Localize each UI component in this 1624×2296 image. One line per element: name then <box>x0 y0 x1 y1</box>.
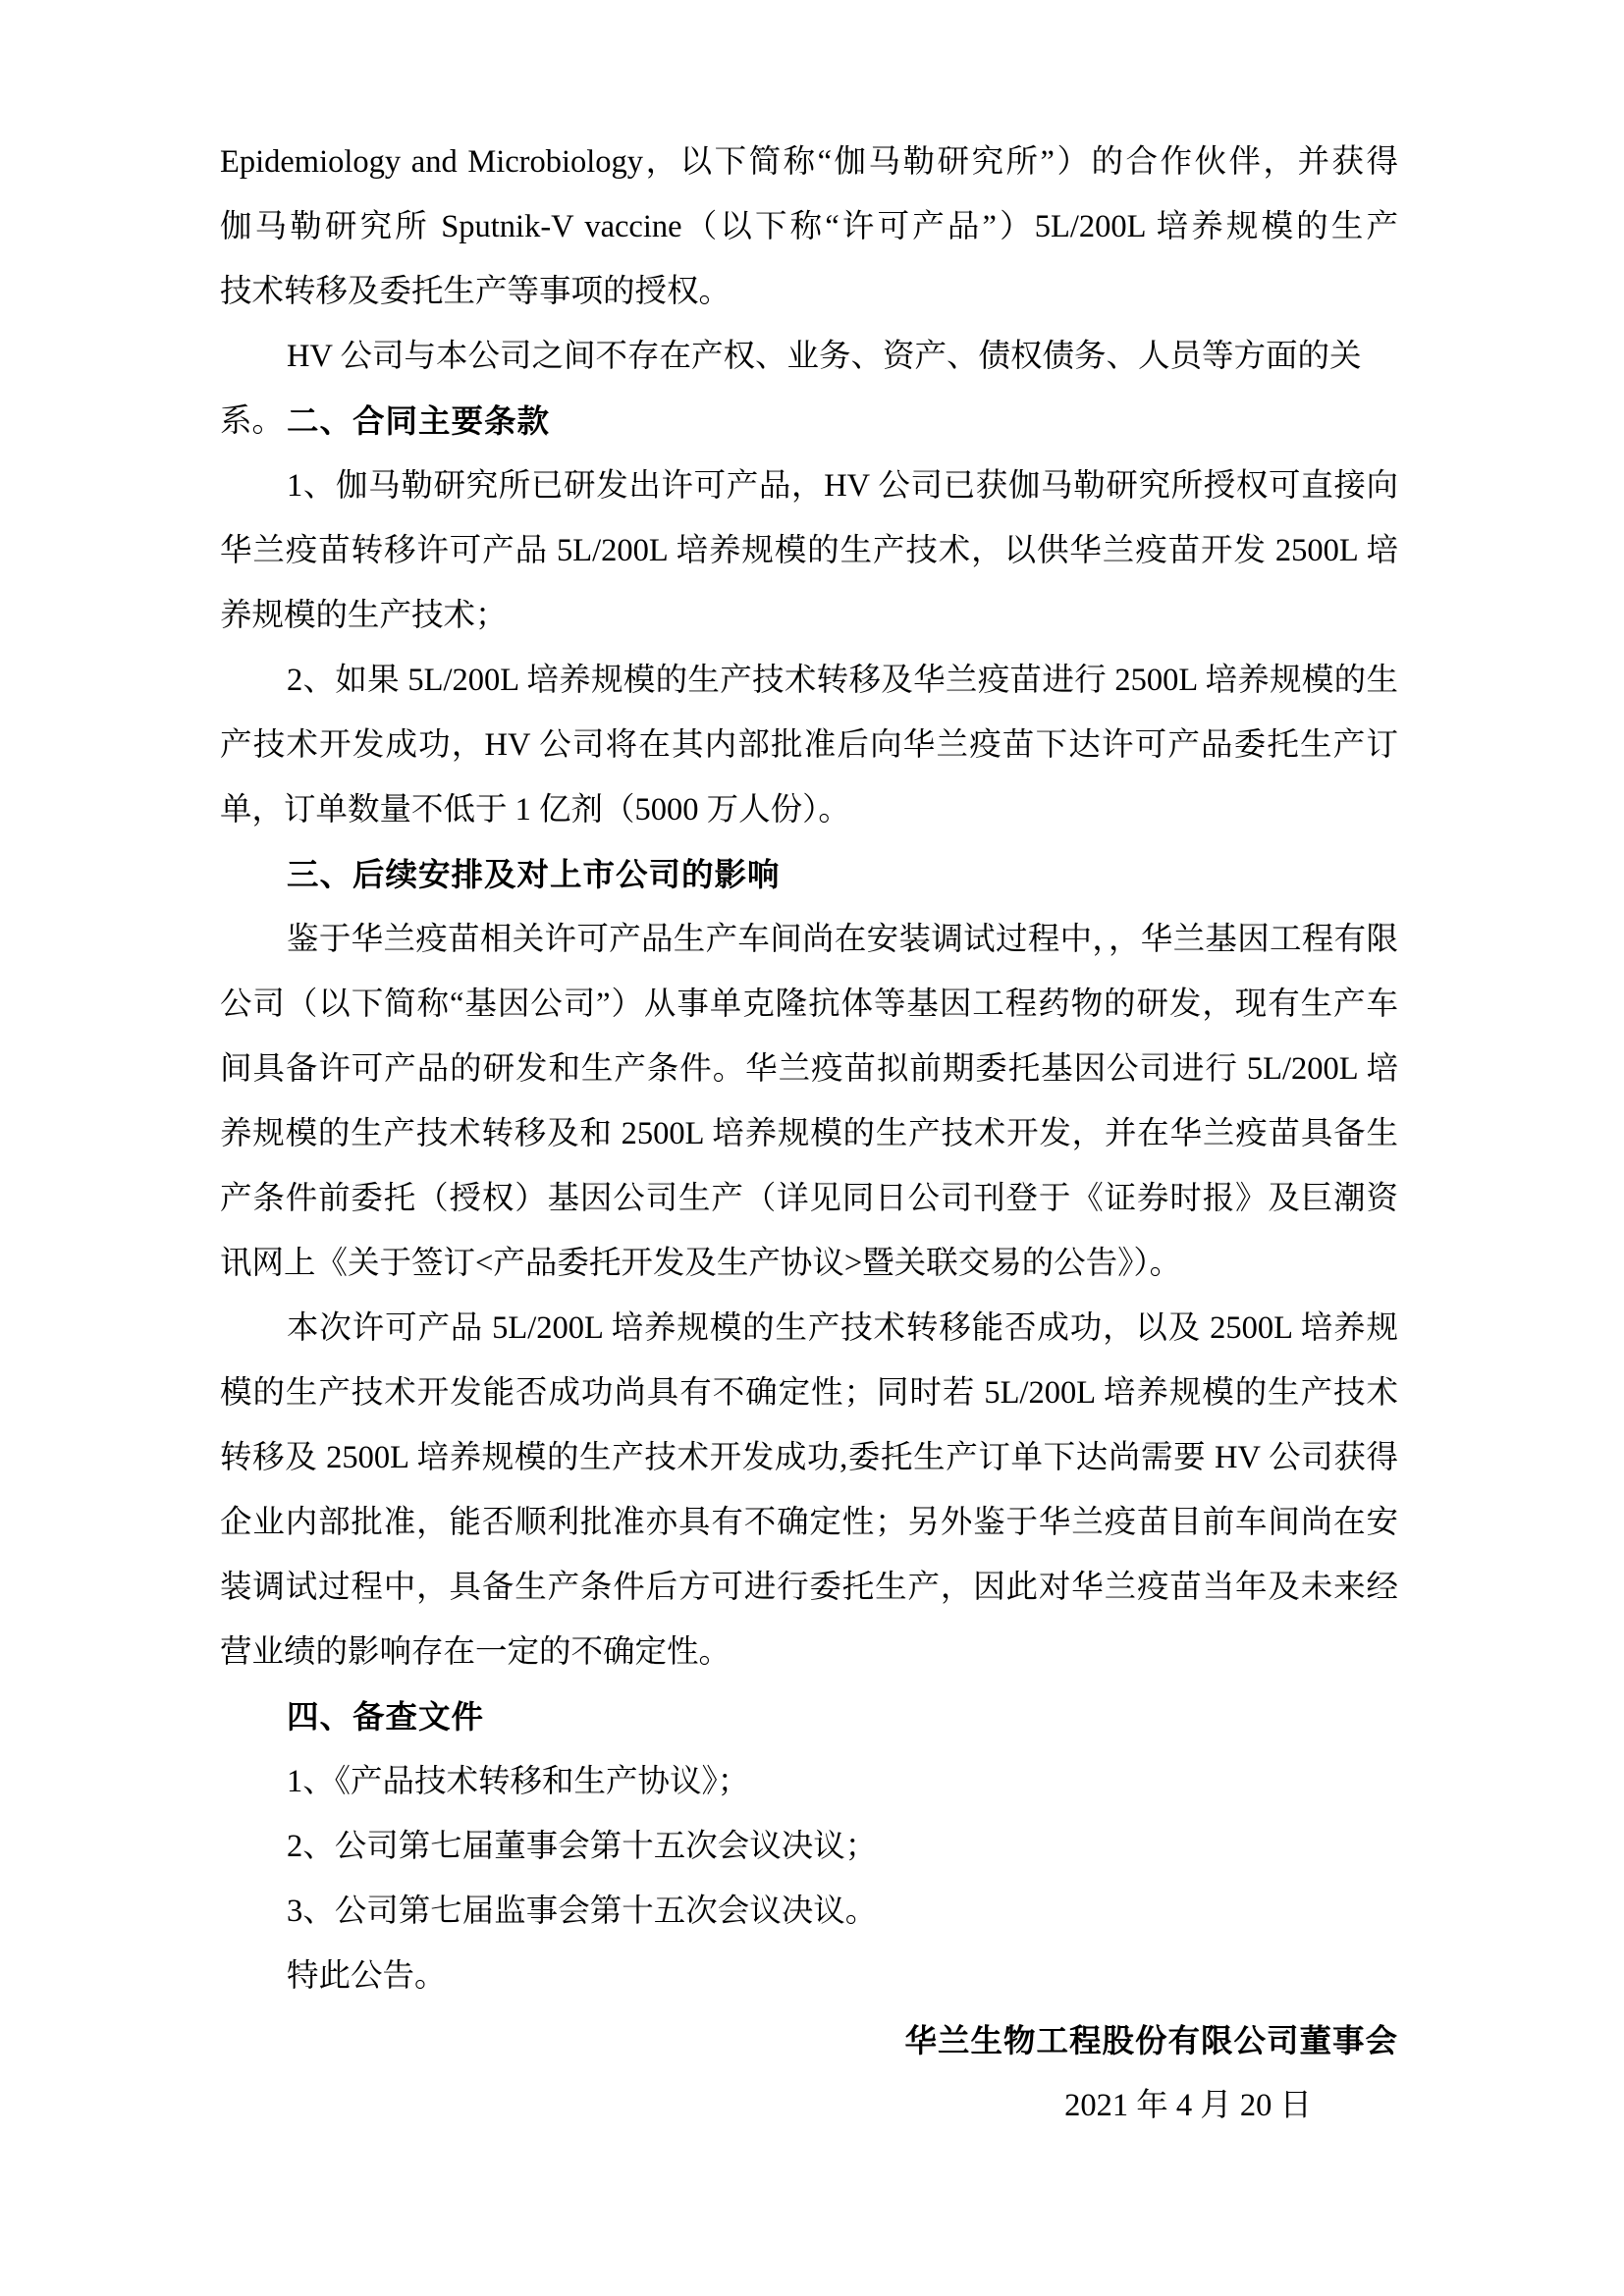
text-line: HV 公司与本公司之间不存在产权、业务、资产、债权债务、人员等方面的关系。 <box>220 339 1362 439</box>
text-line: 特此公告。 <box>287 1958 447 1994</box>
text-line: 产条件前委托（授权）基因公司生产（详见同日公司刊登于《证券时报》及巨潮资 <box>220 1181 1398 1216</box>
text-line: 鉴于华兰疫苗相关许可产品生产车间尚在安装调试过程中，，华兰基因工程有限 <box>287 922 1398 957</box>
text-line: 3、公司第七届监事会第十五次会议决议。 <box>287 1894 878 1929</box>
text-line: 本次许可产品 5L/200L 培养规模的生产技术转移能否成功，以及 2500L 培养规 <box>287 1310 1398 1346</box>
text-line: 2、公司第七届董事会第十五次会议决议； <box>287 1829 878 1864</box>
text-line: Epidemiology and Microbiology，以下简称“伽马勒研究所”）的合作伙伴，并获得 <box>220 144 1398 180</box>
text-line: 公司（以下简称“基因公司”）从事单克隆抗体等基因工程药物的研发，现有生产车 <box>220 987 1398 1022</box>
text-line: 讯网上《关于签订<产品委托开发及生产协议>暨关联交易的公告》）。 <box>220 1246 1182 1281</box>
text-line: 技术转移及委托生产等事项的授权。 <box>220 274 731 309</box>
text-line: 1、《产品技术转移和生产协议》； <box>287 1764 750 1799</box>
date-line: 2021 年 4 月 20 日 <box>1064 2088 1312 2123</box>
text-line: 营业绩的影响存在一定的不确定性。 <box>220 1634 731 1670</box>
text-line: 间具备许可产品的研发和生产条件。华兰疫苗拟前期委托基因公司进行 5L/200L 培 <box>220 1051 1398 1087</box>
section-heading: 四、备查文件 <box>287 1699 485 1735</box>
text-line: 2、如果 5L/200L 培养规模的生产技术转移及华兰疫苗进行 2500L 培养规模的生 <box>287 663 1398 698</box>
text-line: 模的生产技术开发能否成功尚具有不确定性；同时若 5L/200L 培养规模的生产技术 <box>220 1375 1398 1411</box>
text-line: 养规模的生产技术转移及和 2500L 培养规模的生产技术开发，并在华兰疫苗具备生 <box>220 1116 1398 1151</box>
text-line: 华兰疫苗转移许可产品 5L/200L 培养规模的生产技术，以供华兰疫苗开发 2500L 培 <box>220 533 1398 568</box>
text-line: 单，订单数量不低于 1 亿剂（5000 万人份）。 <box>220 792 850 828</box>
text-line: 企业内部批准，能否顺利批准亦具有不确定性；另外鉴于华兰疫苗目前车间尚在安 <box>220 1505 1398 1540</box>
section-heading: 二、合同主要条款 <box>287 403 551 439</box>
text-line: 转移及 2500L 培养规模的生产技术开发成功,委托生产订单下达尚需要 HV 公司获得 <box>220 1440 1398 1475</box>
section-heading: 三、后续安排及对上市公司的影响 <box>287 857 781 892</box>
signature-line: 华兰生物工程股份有限公司董事会 <box>904 2023 1398 2058</box>
text-line: 养规模的生产技术； <box>220 598 508 633</box>
text-line: 1、伽马勒研究所已研发出许可产品，HV 公司已获伽马勒研究所授权可直接向 <box>287 468 1398 504</box>
document-text <box>220 130 1398 2138</box>
text-line: 产技术开发成功，HV 公司将在其内部批准后向华兰疫苗下达许可产品委托生产订 <box>220 727 1398 763</box>
text-line: 伽马勒研究所 Sputnik-V vaccine（以下称“许可产品”）5L/200L 培养规模的生产 <box>220 209 1398 244</box>
text-line: 装调试过程中，具备生产条件后方可进行委托生产，因此对华兰疫苗当年及未来经 <box>220 1570 1398 1605</box>
